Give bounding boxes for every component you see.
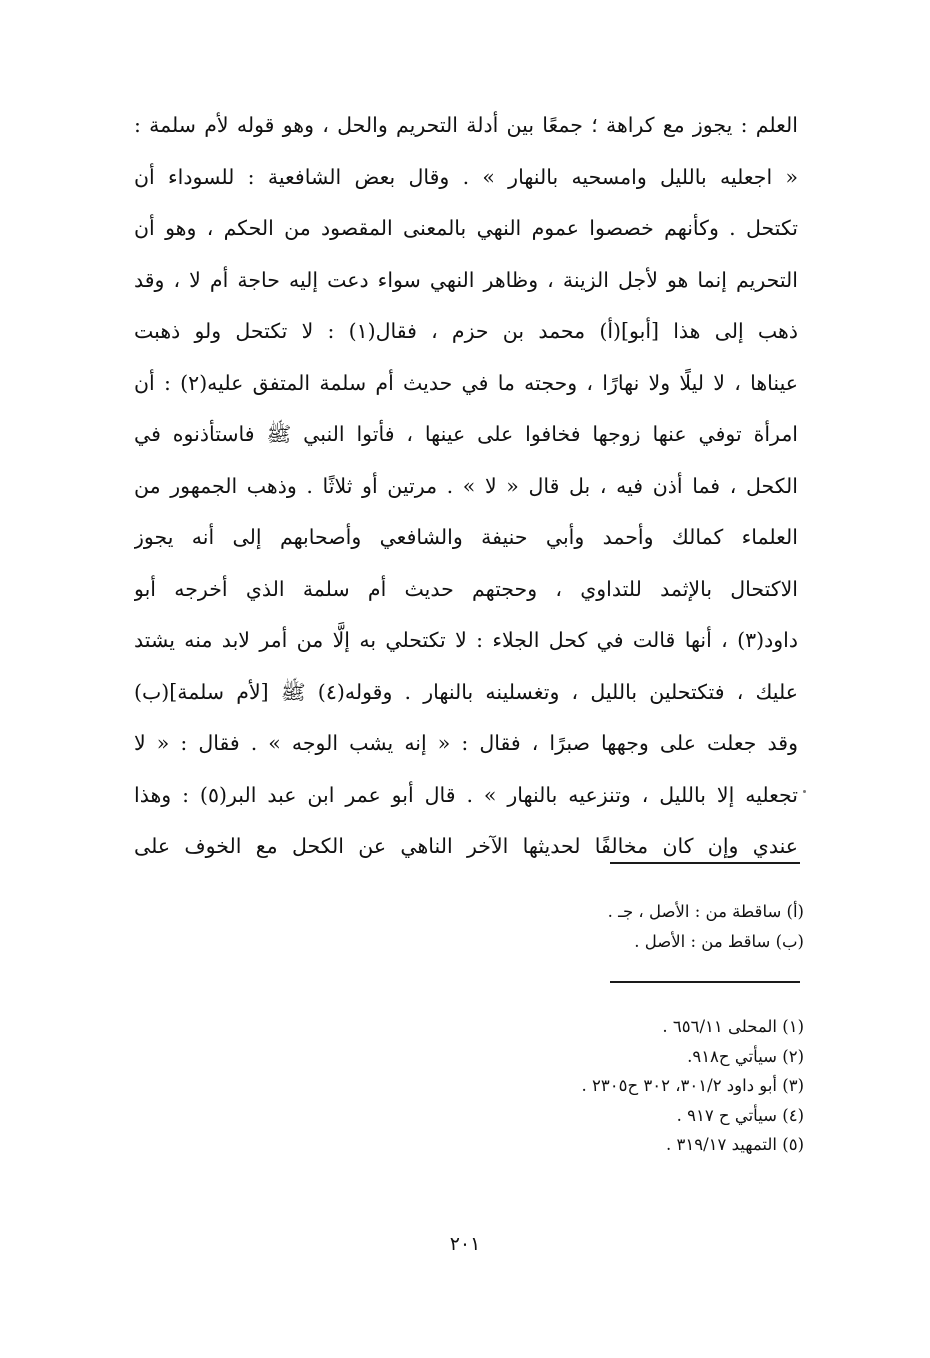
- main-text: [134, 100, 798, 873]
- footnote: (أ) ساقطة من : الأصل ، جـ .: [607, 902, 804, 921]
- variant-footnotes: [304, 897, 804, 956]
- text-line: التحريم إنما هو لأجل الزينة ، وظاهر النهي سواء دعت إليه حاجة أم لا ، وقد: [134, 267, 798, 292]
- text-line: تجعليه إلا بالليل ، وتنزعيه بالنهار » . قال أبو عمر ابن عبد البر(٥) : وهذا: [134, 782, 798, 807]
- text-line: وقد جعلت على وجهها صبرًا ، فقال : « إنه يشب الوجه » . فقال : « لا: [134, 731, 798, 755]
- text-line: امرأة توفي عنها زوجها فخافوا على عينها ، فأتوا النبي ﷺ فاستأذنوه في: [134, 422, 798, 446]
- stray-mark: [803, 790, 806, 793]
- footnote: (٢) سيأتي ح٩١٨.: [687, 1046, 804, 1066]
- footnote: (ب) ساقط من : الأصل .: [634, 931, 804, 951]
- text-line: الاكتحال بالإثمد للتداوي ، وحجتهم حديث أم سلمة الذي أخرجه أبو: [134, 576, 798, 601]
- text-line: العلم : يجوز مع كراهة ؛ جمعًا بين أدلة التحريم والحل ، وهو قوله لأم سلمة :: [134, 113, 798, 137]
- text-line: العلماء كمالك وأحمد وأبي حنيفة والشافعي وأصحابهم إلى أنه يجوز: [134, 525, 798, 549]
- text-line: عيناها ، لا ليلًا ولا نهارًا ، وحجته ما في حديث أم سلمة المتفق عليه(٢) : أن: [134, 370, 798, 395]
- text-line: تكتحل . وكأنهم خصصوا عموم النهي بالمعنى المقصود من الحكم ، وهو أن: [134, 216, 798, 240]
- text-line: عندي وإن كان مخالفًا لحديثها الآخر الناهي عن الكحل مع الخوف على: [134, 834, 798, 858]
- footnote: (٣) أبو داود ٣٠١/٢، ٣٠٢ ح٢٣٠٥ .: [581, 1076, 804, 1095]
- text-line: ذهب إلى هذا [أبو](أ) محمد بن حزم ، فقال(١) : لا تكتحل ولو ذهبت: [134, 319, 798, 343]
- footnote: (٥) التمهيد ٣١٩/١٧ .: [666, 1135, 804, 1154]
- text-line: الكحل ، فما أذن فيه ، بل قال « لا » . مرتين أو ثلاثًا . وذهب الجمهور من: [134, 473, 798, 498]
- footnote: (٤) سيأتي ح ٩١٧ .: [676, 1105, 804, 1125]
- footnote-divider: [610, 981, 800, 983]
- footnote: (١) المحلى ٦٥٦/١١ .: [662, 1017, 804, 1036]
- reference-footnotes: [304, 1012, 804, 1160]
- page-number: ٢٠١: [449, 1233, 481, 1255]
- footnote-divider: [610, 862, 800, 864]
- text-line: « اجعليه بالليل وامسحيه بالنهار » . وقال بعض الشافعية : للسوداء أن: [134, 164, 798, 189]
- text-line: داود(٣) ، أنها قالت في كحل الجلاء : لا تكتحلي به إلَّا من أمر لابد منه يشتد: [134, 628, 798, 652]
- text-line: عليك ، فتكتحلين بالليل ، وتغسلينه بالنهار . وقوله(٤) ﷺ [لأم سلمة](ب): [134, 679, 798, 704]
